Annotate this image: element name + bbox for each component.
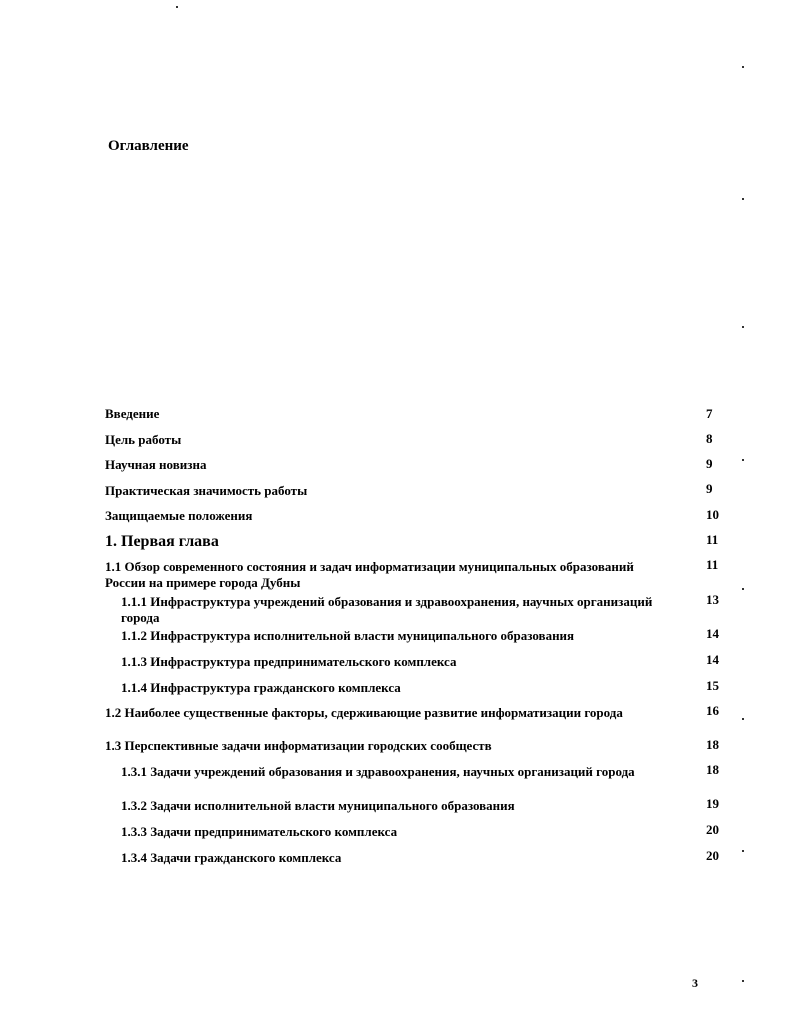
toc-entry[interactable] — [105, 406, 685, 422]
toc-entry-title: 1.3.1 Задачи учреждений образования и здравоохранения, научных организаций города — [121, 764, 635, 779]
scan-speck — [742, 718, 744, 720]
toc-entry[interactable] — [105, 432, 685, 448]
toc-entry[interactable] — [105, 508, 685, 524]
scan-speck — [742, 588, 744, 590]
toc-entry-title: 1. Первая глава — [105, 533, 219, 550]
toc-entry[interactable] — [121, 850, 681, 866]
toc-entry[interactable] — [121, 824, 681, 840]
toc-entry-title: 1.1.4 Инфраструктура гражданского комплекса — [121, 680, 401, 695]
toc-entry-title: 1.3.3 Задачи предпринимательского комплекса — [121, 824, 398, 839]
toc-entry-chapter[interactable] — [105, 534, 685, 550]
toc-entry[interactable] — [121, 798, 681, 814]
toc-entry[interactable] — [105, 483, 685, 499]
scan-speck — [742, 980, 744, 982]
page-number: 3 — [692, 976, 698, 990]
toc-entry-title: Цель работы — [105, 432, 182, 447]
toc-entry[interactable] — [121, 680, 681, 696]
toc-entry-title: Защищаемые положения — [105, 508, 253, 523]
toc-entry-title: Практическая значимость работы — [105, 483, 308, 498]
toc-entry-page: 11 — [706, 532, 719, 547]
toc-entry-title: Введение — [105, 406, 160, 421]
toc-entry-page: 20 — [706, 822, 719, 837]
toc-entry[interactable] — [121, 654, 681, 670]
scan-speck — [742, 198, 744, 200]
scan-speck — [742, 66, 744, 68]
toc-entry-page: 14 — [706, 652, 719, 667]
scan-speck — [742, 850, 744, 852]
toc-entry-page: 14 — [706, 626, 719, 641]
toc-entry[interactable] — [121, 764, 676, 780]
toc-entry[interactable] — [121, 628, 681, 644]
toc-entry-page: 15 — [706, 678, 719, 693]
toc-entry-page: 13 — [706, 592, 719, 607]
toc-entry-page: 9 — [706, 481, 713, 496]
toc-entry-title: 1.1.2 Инфраструктура исполнительной власти муниципального образования — [121, 628, 575, 643]
toc-entry-page: 8 — [706, 431, 713, 446]
scan-speck — [742, 459, 744, 461]
scan-speck — [176, 6, 178, 8]
toc-entry-page: 7 — [706, 406, 713, 421]
toc-entry-page: 10 — [706, 507, 719, 522]
toc-entry-page: 19 — [706, 796, 719, 811]
toc-entry-title: 1.3.4 Задачи гражданского комплекса — [121, 850, 342, 865]
scan-speck — [742, 326, 744, 328]
toc-entry-page: 11 — [706, 557, 719, 572]
toc-entry-title: 1.1 Обзор современного состояния и задач информатизации муниципальных образований России на примере города Дубны — [105, 559, 634, 590]
toc-heading: Оглавление — [108, 138, 189, 154]
toc-entry[interactable] — [121, 594, 661, 626]
toc-entry-page: 16 — [706, 703, 719, 718]
toc-entry-title: 1.1.1 Инфраструктура учреждений образования и здравоохранения, научных организаций города — [121, 594, 653, 625]
toc-entry-page: 20 — [706, 848, 719, 863]
toc-entry-title: Научная новизна — [105, 457, 207, 472]
toc-entry-page: 18 — [706, 737, 719, 752]
toc-entry-title: 1.3 Перспективные задачи информатизации городских сообществ — [105, 738, 492, 753]
toc-entry-title: 1.1.3 Инфраструктура предпринимательского комплекса — [121, 654, 457, 669]
toc-entry-page: 18 — [706, 762, 719, 777]
toc-entry-title: 1.2 Наиболее существенные факторы, сдерживающие развитие информатизации города — [105, 705, 623, 720]
toc-entry[interactable] — [105, 559, 645, 591]
toc-entry[interactable] — [105, 705, 665, 721]
toc-entry-title: 1.3.2 Задачи исполнительной власти муниципального образования — [121, 798, 515, 813]
toc-entry[interactable] — [105, 457, 685, 473]
toc-entry-page: 9 — [706, 456, 713, 471]
toc-entry[interactable] — [105, 738, 685, 754]
